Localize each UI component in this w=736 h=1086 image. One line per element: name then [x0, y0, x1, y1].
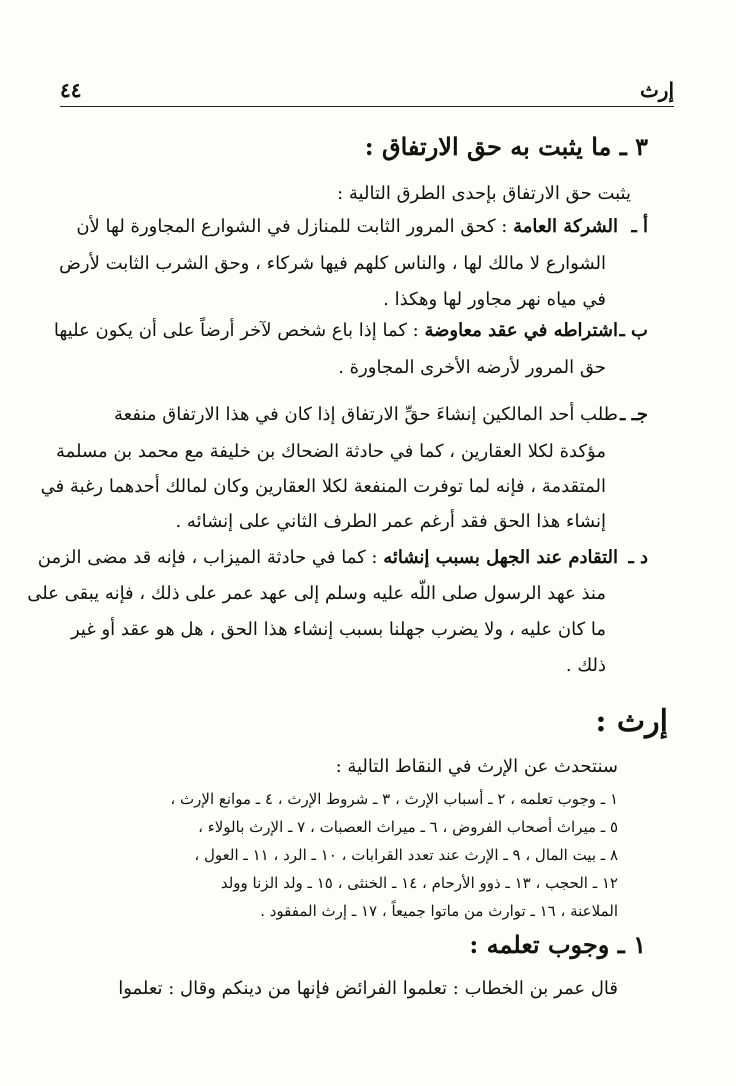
- item-term: التقادم عند الجهل بسبب إنشائه: [383, 547, 618, 568]
- item-text: : كما إذا باع شخص لآخر أرضاً على أن يكون عليها: [53, 320, 425, 341]
- topics-line: ١ ـ وجوب تعلمه ، ٢ ـ أسباب الإرث ، ٣ ـ شروط الإرث ، ٤ ـ موانع الإرث ،: [170, 790, 618, 808]
- paragraph-line: قال عمر بن الخطاب : تعلموا الفرائض فإنها من دينكم وقال : تعلموا: [118, 978, 618, 999]
- item-text: في مياه نهر مجاور لها وهكذا .: [383, 289, 606, 310]
- page-number: ٤٤: [60, 78, 82, 102]
- item-text: المتقدمة ، فإنه لما توفرت المنفعة لكلا العقارين وكان لمالك أحدهما رغبة في: [40, 476, 606, 497]
- list-item: [114, 404, 648, 425]
- topics-line: الملاعنة ، ١٦ ـ توارث من ماتوا جميعاً ، ١٧ ـ إرث المفقود .: [260, 902, 618, 920]
- topics-line: ٨ ـ بيت المال ، ٩ ـ الإرث عند تعدد القرابات ، ١٠ ـ الرد ، ١١ ـ العول ،: [194, 846, 618, 864]
- running-header: [60, 78, 674, 102]
- section-heading: ٣ ـ ما يثبت به حق الارتفاق :: [364, 132, 648, 161]
- section-heading: إرث :: [595, 704, 668, 739]
- item-text: الشوارع لا مالك لها ، والناس كلهم فيها شركاء ، وحق الشرب الثابت لأرض: [59, 253, 606, 274]
- section-intro: سنتحدث عن الإرث في النقاط التالية :: [335, 756, 618, 777]
- item-text: : كما في حادثة الميزاب ، فإنه قد مضى الزمن: [37, 547, 384, 568]
- item-term: الشركة العامة: [513, 216, 618, 237]
- item-marker: أ ـ: [631, 216, 648, 237]
- item-term: اشتراطه في عقد معاوضة: [424, 320, 618, 341]
- list-item: [54, 320, 648, 341]
- item-text: منذ عهد الرسول صلى اللّه عليه وسلم إلى عهد عمر على ذلك ، فإنه يبقى على: [27, 583, 606, 604]
- item-text: مؤكدة لكلا العقارين ، كما في حادثة الضحاك بن خليفة مع محمد بن مسلمة: [55, 441, 606, 462]
- list-item: [38, 547, 648, 568]
- item-marker: د ـ: [628, 547, 648, 568]
- subsection-heading: ١ ـ وجوب تعلمه :: [469, 930, 646, 959]
- item-marker: ب ـ: [619, 320, 648, 341]
- item-text: ذلك .: [565, 655, 606, 676]
- item-marker: جـ ـ: [620, 404, 648, 425]
- item-text: طلب أحد المالكين إنشاءَ حقِّ الارتفاق إذا كان في هذا الارتفاق منفعة: [114, 404, 618, 425]
- item-text: إنشاء هذا الحق فقد أرغم عمر الطرف الثاني على إنشائه .: [175, 511, 606, 532]
- header-title: إرث: [639, 78, 674, 102]
- topics-line: ١٢ ـ الحجب ، ١٣ ـ ذوو الأرحام ، ١٤ ـ الخنثى ، ١٥ ـ ولد الزنا وولد: [220, 874, 618, 892]
- item-text: : كحق المرور الثابت للمنازل في الشوارع المجاورة لها لأن: [76, 216, 514, 237]
- section-intro: يثبت حق الارتفاق بإحدى الطرق التالية :: [337, 183, 631, 204]
- header-rule: [60, 106, 674, 107]
- item-text: حق المرور لأرضه الأخرى المجاورة .: [338, 357, 606, 378]
- list-item: [76, 216, 648, 237]
- topics-line: ٥ ـ ميراث أصحاب الفروض ، ٦ ـ ميراث العصبات ، ٧ ـ الإرث بالولاء ،: [198, 818, 618, 836]
- item-text: ما كان عليه ، ولا يضرب جهلنا بسبب إنشاء هذا الحق ، هل هو عقد أو غير: [70, 619, 606, 640]
